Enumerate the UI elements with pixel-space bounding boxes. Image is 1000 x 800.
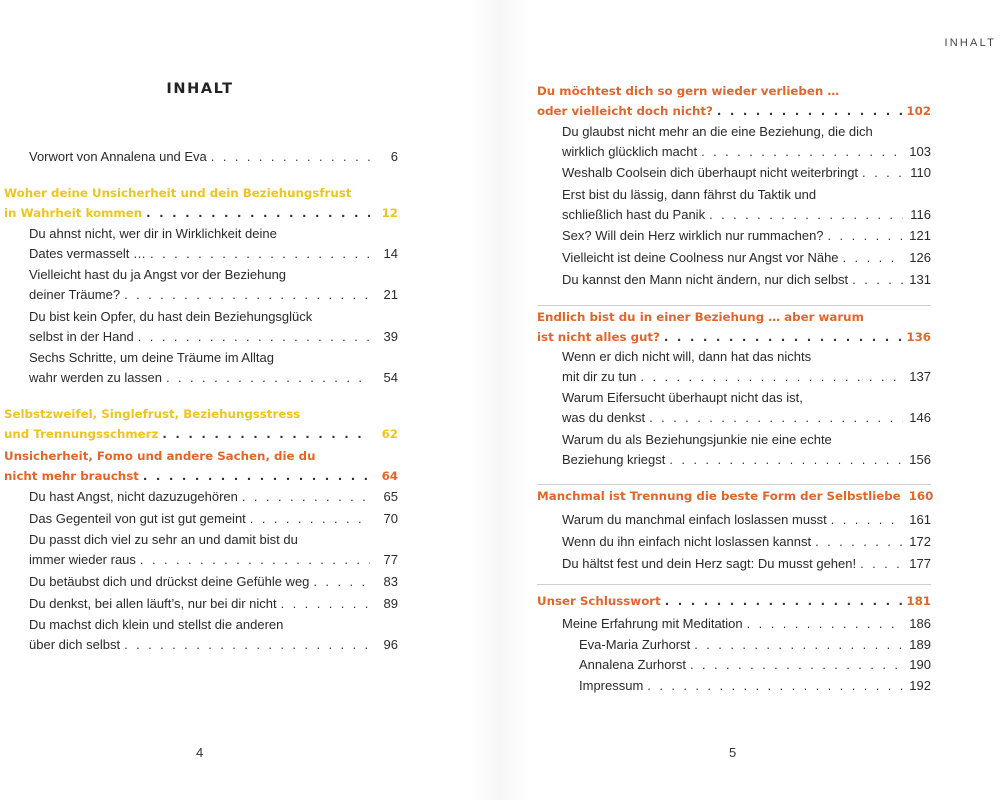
dot-leader xyxy=(138,327,370,347)
entry-title: Vielleicht hast du ja Angst vor der Beziehung xyxy=(29,267,287,282)
dot-leader xyxy=(162,424,370,444)
page-ref[interactable]: 146 xyxy=(909,410,931,425)
toc-line xyxy=(579,655,931,675)
chapter-title: und Trennungsschmerz xyxy=(4,427,159,441)
page-number-right: 5 xyxy=(729,745,737,760)
chapter-title: Du möchtest dich so gern wieder verlieben … xyxy=(537,84,840,98)
page-ref[interactable]: 65 xyxy=(383,489,398,504)
toc-entry xyxy=(562,388,931,428)
toc-line xyxy=(29,265,398,285)
entry-title: Warum du manchmal einfach loslassen musst xyxy=(562,512,827,527)
toc-entry xyxy=(29,224,398,264)
dot-leader xyxy=(747,614,903,634)
toc-line xyxy=(562,367,931,387)
toc-chapter xyxy=(4,404,398,444)
entry-title: Vielleicht ist deine Coolness nur Angst vor Nähe xyxy=(562,250,839,265)
toc-line xyxy=(562,450,931,470)
page-ref[interactable]: 83 xyxy=(383,574,398,589)
toc-entry xyxy=(562,554,931,574)
toc-line xyxy=(562,205,931,225)
entry-title: Das Gegenteil von gut ist gut gemeint xyxy=(29,511,246,526)
toc-line xyxy=(29,244,398,264)
entry-title: wirklich glücklich macht xyxy=(562,144,698,159)
toc-line xyxy=(579,635,931,655)
toc-entry-foreword xyxy=(29,147,398,167)
page-ref[interactable]: 161 xyxy=(909,512,931,527)
entry-title: Du machst dich klein und stellst die anderen xyxy=(29,617,284,632)
chapter-title: Unsicherheit, Fomo und andere Sachen, die du xyxy=(4,449,316,463)
dot-leader xyxy=(862,163,903,183)
dot-leader xyxy=(843,248,903,268)
toc-line xyxy=(537,591,931,611)
entry-title: Du betäubst dich und drückst deine Gefühle weg xyxy=(29,574,310,589)
toc-entry xyxy=(562,430,931,470)
chapter-title: oder vielleicht doch nicht? xyxy=(537,104,713,118)
toc-chapter xyxy=(537,307,931,347)
chapter-title: Endlich bist du in einer Beziehung … aber warum xyxy=(537,310,864,324)
toc-line xyxy=(562,408,931,428)
dot-leader xyxy=(146,203,370,223)
toc-line xyxy=(4,404,398,424)
dot-leader xyxy=(250,509,370,529)
page-ref[interactable]: 6 xyxy=(390,149,398,164)
dot-leader xyxy=(831,510,903,530)
entry-title: Du bist kein Opfer, du hast dein Beziehungsglück xyxy=(29,309,313,324)
dot-leader xyxy=(828,226,903,246)
entry-title: Warum Eifersucht überhaupt nicht das ist, xyxy=(562,390,803,405)
dot-leader xyxy=(143,466,370,486)
entry-title: Warum du als Beziehungsjunkie nie eine echte xyxy=(562,432,832,447)
entry-title: Du passt dich viel zu sehr an und damit bist du xyxy=(29,532,298,547)
page-ref[interactable]: 89 xyxy=(383,596,398,611)
toc-line xyxy=(4,466,398,486)
toc-entry xyxy=(562,226,931,246)
page-ref[interactable]: 21 xyxy=(383,287,398,302)
toc-entry xyxy=(562,248,931,268)
entry-title: selbst in der Hand xyxy=(29,329,134,344)
toc-chapter xyxy=(537,81,931,121)
toc-line xyxy=(537,307,931,327)
toc-line xyxy=(562,122,931,142)
dot-leader xyxy=(694,635,903,655)
entry-title: über dich selbst xyxy=(29,637,121,652)
dot-leader xyxy=(640,367,903,387)
page-ref[interactable]: 160 xyxy=(908,489,934,503)
page-ref[interactable]: 177 xyxy=(909,556,931,571)
toc-line xyxy=(562,270,931,290)
running-head: INHALT xyxy=(944,37,996,49)
toc-entry xyxy=(29,615,398,655)
toc-chapter xyxy=(537,486,934,506)
entry-title: Du hältst fest und dein Herz sagt: Du musst gehen! xyxy=(562,556,857,571)
toc-line xyxy=(562,388,931,408)
toc-chapter xyxy=(4,446,398,486)
toc-line xyxy=(562,510,931,530)
toc-line xyxy=(29,487,398,507)
dot-leader xyxy=(124,285,370,305)
toc-line xyxy=(562,614,931,634)
dot-leader xyxy=(717,101,903,121)
dot-leader xyxy=(242,487,370,507)
toc-line xyxy=(562,248,931,268)
chapter-title: Woher deine Unsicherheit und dein Beziehungsfrust xyxy=(4,186,352,200)
chapter-title: Selbstzweifel, Singlefrust, Beziehungsstress xyxy=(4,407,301,421)
chapter-title: ist nicht alles gut? xyxy=(537,330,660,344)
toc-entry xyxy=(29,594,398,614)
entry-title: Annalena Zurhorst xyxy=(579,657,686,672)
entry-title: Sex? Will dein Herz wirklich nur rummachen? xyxy=(562,228,824,243)
toc-entry xyxy=(562,163,931,183)
entry-title: Du ahnst nicht, wer dir in Wirklichkeit deine xyxy=(29,226,277,241)
page-ref[interactable]: 62 xyxy=(381,427,398,441)
chapter-title: Manchmal ist Trennung die beste Form der Selbstliebe xyxy=(537,489,901,503)
toc-line xyxy=(4,424,398,444)
entry-title: Du denkst, bei allen läuft’s, nur bei dir nicht xyxy=(29,596,277,611)
dot-leader xyxy=(852,270,903,290)
toc-entry xyxy=(562,532,931,552)
page-ref[interactable]: 70 xyxy=(383,511,398,526)
page-number-left: 4 xyxy=(196,745,204,760)
dot-leader xyxy=(701,142,903,162)
chapter-rule xyxy=(537,305,931,306)
entry-title: Meine Erfahrung mit Meditation xyxy=(562,616,743,631)
toc-entry xyxy=(562,347,931,387)
dot-leader xyxy=(664,327,902,347)
dot-leader xyxy=(140,550,370,570)
chapter-title: Unser Schlusswort xyxy=(537,594,661,608)
toc-line xyxy=(562,347,931,367)
toc-entry xyxy=(579,676,931,696)
chapter-rule xyxy=(537,484,931,485)
toc-line xyxy=(4,183,398,203)
toc-line xyxy=(537,101,931,121)
dot-leader xyxy=(150,244,370,264)
dot-leader xyxy=(690,655,903,675)
page-ref[interactable]: 12 xyxy=(381,206,398,220)
dot-leader xyxy=(211,147,370,167)
toc-line xyxy=(29,550,398,570)
toc-entry xyxy=(29,307,398,347)
page-ref[interactable]: 64 xyxy=(381,469,398,483)
page-ref[interactable]: 96 xyxy=(383,637,398,652)
page-ref[interactable]: 172 xyxy=(909,534,931,549)
page-ref[interactable]: 136 xyxy=(906,330,931,344)
entry-title: immer wieder raus xyxy=(29,552,136,567)
entry-title: Wenn du ihn einfach nicht loslassen kannst xyxy=(562,534,812,549)
toc-line xyxy=(562,532,931,552)
dot-leader xyxy=(815,532,903,552)
chapter-title: nicht mehr brauchst xyxy=(4,469,139,483)
toc-entry xyxy=(562,614,931,634)
dot-leader xyxy=(665,591,903,611)
chapter-title: in Wahrheit kommen xyxy=(4,206,143,220)
toc-line xyxy=(562,142,931,162)
dot-leader xyxy=(166,368,370,388)
entry-title: schließlich hast du Panik xyxy=(562,207,706,222)
toc-line xyxy=(562,430,931,450)
page-ref[interactable]: 116 xyxy=(910,207,931,222)
page-ref[interactable]: 110 xyxy=(910,165,931,180)
toc-line xyxy=(29,307,398,327)
toc-entry xyxy=(29,572,398,592)
entry-title: Vorwort von Annalena und Eva xyxy=(29,149,207,164)
dot-leader xyxy=(124,635,370,655)
toc-entry xyxy=(562,122,931,162)
toc-line xyxy=(537,327,931,347)
toc-entry xyxy=(562,270,931,290)
entry-title: Sechs Schritte, um deine Träume im Alltag xyxy=(29,350,274,365)
toc-chapter xyxy=(537,591,931,611)
toc-line xyxy=(29,285,398,305)
toc-line xyxy=(562,226,931,246)
page-ref[interactable]: 54 xyxy=(383,370,398,385)
page-ref[interactable]: 102 xyxy=(906,104,931,118)
toc-line xyxy=(29,635,398,655)
entry-title: Beziehung kriegst xyxy=(562,452,666,467)
entry-title: mit dir zu tun xyxy=(562,369,637,384)
toc-line xyxy=(29,615,398,635)
page-ref[interactable]: 189 xyxy=(909,637,931,652)
page-ref[interactable]: 131 xyxy=(909,272,931,287)
toc-entry xyxy=(29,530,398,570)
toc-entry xyxy=(29,487,398,507)
dot-leader xyxy=(860,554,903,574)
toc-entry xyxy=(562,185,931,225)
toc-chapter xyxy=(4,183,398,223)
toc-entry xyxy=(29,265,398,305)
toc-line xyxy=(562,163,931,183)
toc-line xyxy=(29,348,398,368)
toc-line xyxy=(29,572,398,592)
toc-line xyxy=(537,81,931,101)
entry-title: deiner Träume? xyxy=(29,287,121,302)
toc-line xyxy=(4,446,398,466)
toc-line xyxy=(29,147,398,167)
entry-title: Du glaubst nicht mehr an die eine Beziehung, die dich xyxy=(562,124,873,139)
dot-leader xyxy=(669,450,903,470)
dot-leader xyxy=(313,572,370,592)
toc-line xyxy=(29,530,398,550)
entry-title: Dates vermasselt … xyxy=(29,246,147,261)
chapter-rule xyxy=(537,584,931,585)
toc-entry xyxy=(562,510,931,530)
entry-title: Wenn er dich nicht will, dann hat das nichts xyxy=(562,349,812,364)
entry-title: was du denkst xyxy=(562,410,646,425)
toc-line xyxy=(4,203,398,223)
toc-line xyxy=(562,554,931,574)
page-ref[interactable]: 137 xyxy=(909,369,931,384)
entry-title: Weshalb Coolsein dich überhaupt nicht weiterbringt xyxy=(562,165,859,180)
book-gutter xyxy=(470,0,530,800)
page-ref[interactable]: 126 xyxy=(909,250,931,265)
toc-line xyxy=(29,368,398,388)
dot-leader xyxy=(281,594,370,614)
page-ref[interactable]: 121 xyxy=(909,228,931,243)
toc-line xyxy=(579,676,931,696)
page-ref[interactable]: 103 xyxy=(909,144,931,159)
toc-line xyxy=(29,224,398,244)
page-ref[interactable]: 39 xyxy=(383,329,398,344)
entry-title: Du hast Angst, nicht dazuzugehören xyxy=(29,489,238,504)
toc-entry xyxy=(579,635,931,655)
dot-leader xyxy=(709,205,903,225)
toc-line xyxy=(562,185,931,205)
entry-title: Du kannst den Mann nicht ändern, nur dich selbst xyxy=(562,272,849,287)
toc-line xyxy=(29,594,398,614)
toc-entry xyxy=(579,655,931,675)
dot-leader xyxy=(649,408,903,428)
dot-leader xyxy=(647,676,903,696)
page-ref[interactable]: 192 xyxy=(909,678,931,693)
page-ref[interactable]: 186 xyxy=(909,616,931,631)
page-ref[interactable]: 156 xyxy=(909,452,931,467)
entry-title: Eva-Maria Zurhorst xyxy=(579,637,691,652)
entry-title: Erst bist du lässig, dann fährst du Taktik und xyxy=(562,187,817,202)
page-ref[interactable]: 181 xyxy=(906,594,931,608)
toc-line xyxy=(29,327,398,347)
toc-line xyxy=(29,509,398,529)
entry-title: Impressum xyxy=(579,678,644,693)
entry-title: wahr werden zu lassen xyxy=(29,370,162,385)
page-ref[interactable]: 77 xyxy=(383,552,398,567)
page-title: INHALT xyxy=(166,81,234,97)
page-ref[interactable]: 190 xyxy=(909,657,931,672)
toc-entry xyxy=(29,348,398,388)
toc-entry xyxy=(29,509,398,529)
toc-line xyxy=(537,486,934,506)
page-ref[interactable]: 14 xyxy=(383,246,398,261)
